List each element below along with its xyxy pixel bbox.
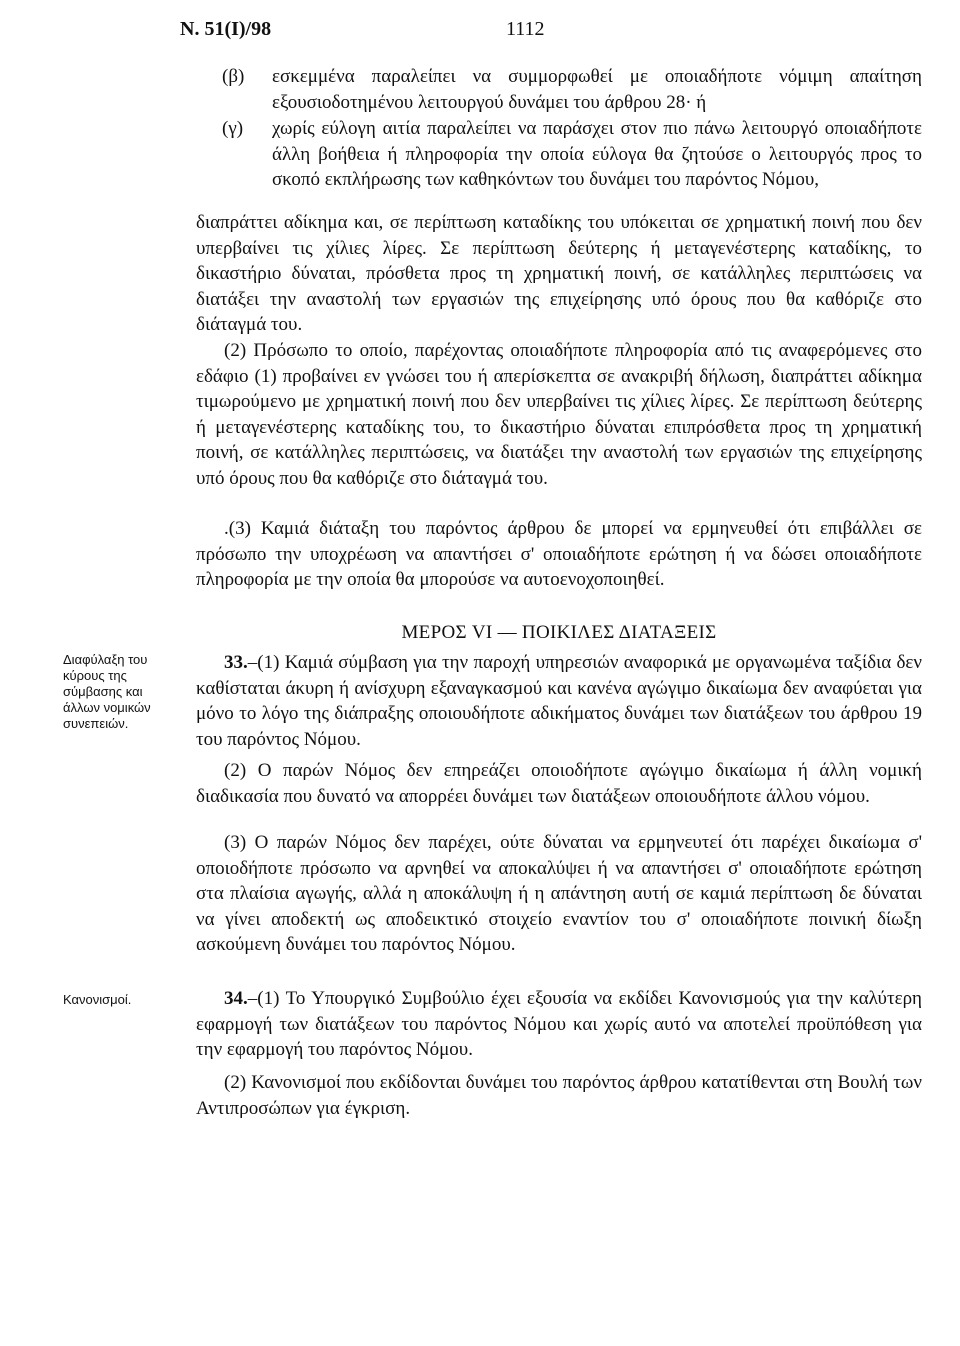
section-34-sub-1-text: –(1) Το Υπουργικό Συμβούλιο έχει εξουσία να εκδίδει Κανονισμούς για την καλύτερη εφαρμογή των διατάξεων του παρόντος Νόμου και χωρίς αυτό να αποτελεί προϋπόθεση για την εφαρμογή του παρόντος Νόμου. — [196, 988, 922, 1061]
clause-g — [222, 116, 922, 193]
clause-g-text: χωρίς εύλογη αιτία παραλείπει να παράσχει στον πιο πάνω λειτουργό οποιαδήποτε άλλη βοήθεια ή πληροφορία την οποία εύλογα θα ζητούσε ο λειτουργός προς το σκοπό εκπλήρωσης των καθηκόντων του δυνάμει του παρόντος Νόμου, — [272, 118, 922, 191]
part-heading: ΜΕΡΟΣ VI — ΠΟΙΚΙΛΕΣ ΔΙΑΤΑΞΕΙΣ — [401, 622, 717, 643]
section-33-sub-3 — [196, 830, 922, 958]
clause-b — [222, 64, 922, 115]
clause-b-label: (β) — [222, 66, 245, 87]
section-34-sub-2 — [196, 1070, 922, 1121]
section-33 — [196, 650, 922, 752]
clause-g-label: (γ) — [222, 118, 244, 139]
section-33-number: 33. — [224, 652, 248, 673]
section-34-sub-1 — [196, 986, 922, 1063]
subsection-2-text: (2) Πρόσωπο το οποίο, παρέχοντας οποιαδήποτε πληροφορία από τις αναφερόμενες στο εδάφιο (1) προβαίνει εν γνώσει του ή απερίσκεπτα σε ανακριβή δήλωση, διαπράττει αδίκημα τιμωρούμενο με χρηματική ποινή που δεν υπερβαίνει τις χίλιες λίρες. Σε περίπτωση δεύτερης ή μεταγενέστερης καταδίκης του, το δικαστήριο δύναται επιπρόσθετα προς τη χρηματική ποινή, σε κατάλληλες περιπτώσεις, να διατάξει την αναστολή των εργασιών της επιχείρησης υπό όρους που θα καθόριζε στο διάταγμά του. — [196, 340, 922, 489]
paragraph-penalty — [196, 210, 922, 338]
section-34 — [196, 986, 922, 1063]
section-33-sub-2 — [196, 758, 922, 809]
margin-note-section-33: Διαφύλαξη του κύρους της σύμβασης και άλλων νομικών συνεπειών. — [63, 652, 151, 731]
subsection-2 — [196, 338, 922, 492]
subsection-3 — [196, 516, 922, 593]
section-33-sub-1 — [196, 650, 922, 752]
section-33-sub-2-text: (2) Ο παρών Νόμος δεν επηρεάζει οποιοδήποτε αγώγιμο δικαίωμα ή άλλη νομική διαδικασία που δυνατό να απορρέει δυνάμει των διατάξεων οποιουδήποτε άλλου νόμου. — [196, 760, 922, 807]
subsection-3-text: .(3) Καμιά διάταξη του παρόντος άρθρου δε μπορεί να ερμηνευθεί ότι επιβάλλει σε πρόσωπο την υποχρέωση να απαντήσει σ' οποιαδήποτε ερώτηση ή να δώσει οποιαδήποτε πληροφορία με την οποία θα μπορούσε να αυτοενοχοποιηθεί. — [196, 518, 922, 591]
section-33-sub-1-text: –(1) Καμιά σύμβαση για την παροχή υπηρεσιών αναφορικά με οργανωμένα ταξίδια δεν καθίσταται άκυρη ή ανίσχυρη εξαναγκασμού και κανένα αγώγιμο δικαίωμα δεν αναφύεται για μόνο το λόγο της διάπραξης οποιουδήποτε αδικήματος δυνάμει των διατάξεων του άρθρου 19 του παρόντος Νόμου. — [196, 652, 922, 750]
section-33-sub-3-text: (3) Ο παρών Νόμος δεν παρέχει, ούτε δύναται να ερμηνευτεί ότι παρέχει δικαίωμα σ' οποιοδήποτε πρόσωπο να αρνηθεί να αποκαλύψει ή να απαντήσει σ' οποιαδήποτε ερώτηση στα πλαίσια αγωγής, αλλά η αποκάλυψη ή η απάντηση αυτή σε καμιά περίπτωση δε δύναται να γίνει αποδεκτή ως αποδεικτικό στοιχείο εναντίον του σ' οποιαδήποτε ποινική δίωξη ασκούμενη δυνάμει του παρόντος Νόμου. — [196, 832, 922, 956]
clause-b-text: εσκεμμένα παραλείπει να συμμορφωθεί με οποιαδήποτε νόμιμη απαίτηση εξουσιοδοτημένου λειτουργού δυνάμει του άρθρου 28· ή — [272, 66, 922, 113]
law-reference: Ν. 51(Ι)/98 — [180, 18, 272, 40]
section-34-number: 34. — [224, 988, 248, 1009]
section-34-sub-2-text: (2) Κανονισμοί που εκδίδονται δυνάμει του παρόντος άρθρου κατατίθενται στη Βουλή των Αντιπροσώπων για έγκριση. — [196, 1072, 922, 1119]
margin-note-section-34: Κανονισμοί. — [63, 992, 132, 1007]
paragraph-penalty-text: διαπράττει αδίκημα και, σε περίπτωση καταδίκης του υπόκειται σε χρηματική ποινή που δεν υπερβαίνει τις χίλιες λίρες. Σε περίπτωση δεύτερης ή μεταγενέστερης καταδίκης, το δικαστήριο δύναται, πρόσθετα προς τη χρηματική ποινή, σε κατάλληλες περιπτώσεις να διατάξει την αναστολή των εργασιών της επιχείρησης υπό όρους που θα καθόριζε στο διάταγμά του. — [196, 212, 922, 336]
page-number: 1112 — [506, 18, 545, 40]
